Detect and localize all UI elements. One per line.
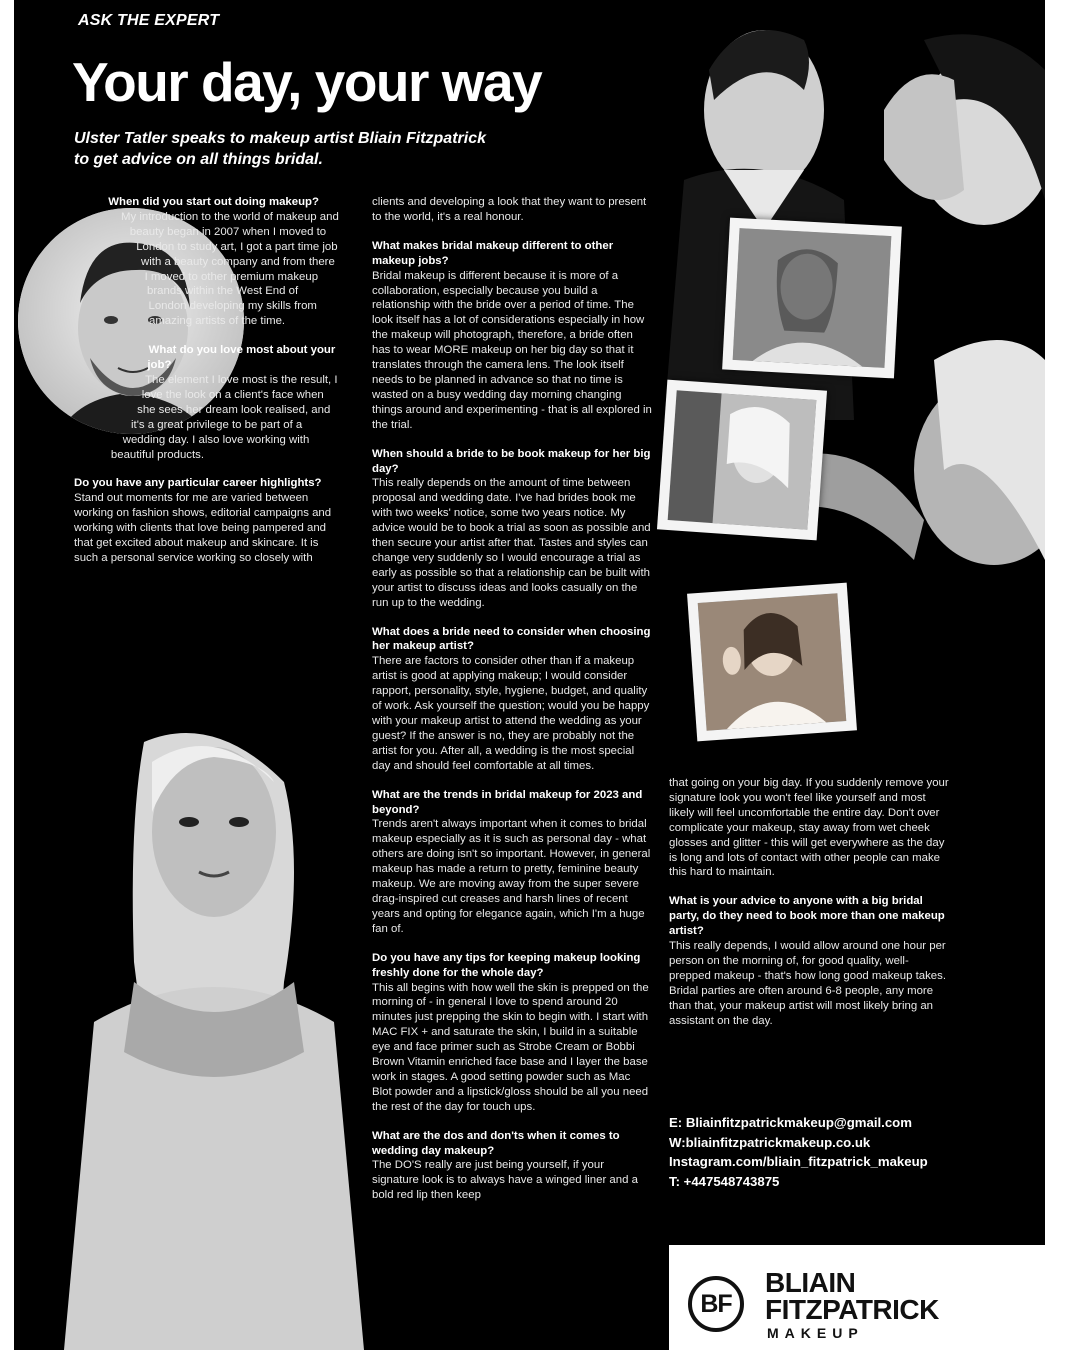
magazine-page (14, 0, 1045, 1350)
answer-highlights: Stand out moments for me are varied between working on fashion shows, editorial campaigns and working with clients that love being pampered and that get excited about makeup and skincare. It is such a personal service working so closely with (74, 492, 332, 564)
answer-love-job: The element I love most is the result, I love the look on a client's face when she sees her dream look realised, and it's a great privilege to be part of a wedding day. I also love working with beautiful products. (110, 373, 338, 461)
question-bridal-different: What makes bridal makeup different to other makeup jobs? (372, 239, 614, 267)
logo-subtitle: MAKEUP (767, 1325, 864, 1341)
question-choose-artist: What does a bride need to consider when choosing her makeup artist? (372, 625, 651, 653)
answer-choose-artist: There are factors to consider other than if a makeup artist is good at applying makeup; I would consider rapport, personality, style, hygiene, budget, and quality of work. Ask yourself the question; would you be happy with your makeup artist to attend the wedding as your guest? If the answer is no, they are probably not the artist for you. After all, a wedding is the most special day and should feel comfortable at all times. (372, 655, 650, 772)
standfirst-line-1: Ulster Tatler speaks to makeup artist Bliain Fitzpatrick (74, 130, 486, 147)
question-highlights: Do you have any particular career highlights? (74, 477, 322, 490)
bride-photo (34, 722, 394, 1350)
contact-email: E: Bliainfitzpatrickmakeup@gmail.com (669, 1115, 912, 1130)
answer-trends: Trends aren't always important when it comes to bridal makeup especially as it is such as personal day - what others are doing isn't so important. However, in general makeup has made a return to pretty, feminine beauty makeup. We are moving away from the super severe drag-inspired cut creases and harsh lines of recent years and opting for elegance again, which I'm a huge fan of. (372, 818, 651, 935)
question-start: When did you start out doing makeup? (108, 196, 319, 208)
polaroid-photo-3 (687, 583, 857, 742)
standfirst-line-2: to get advice on all things bridal. (74, 151, 323, 168)
polaroid-photo-2 (657, 380, 827, 541)
question-bridal-party: What is your advice to anyone with a big bridal party, do they need to book more than one makeup artist? (669, 895, 945, 938)
article-column-3 (669, 776, 949, 1029)
standfirst (74, 128, 554, 170)
answer-bridal-different: Bridal makeup is different because it is more of a collaboration, especially because you build a relationship with the bride over a period of time. The look itself has a lot of considerations especially in how the makeup will photograph, therefore, a bride often has to wear MORE makeup on her big day so that it translates through the camera lens. The look itself needs to be planned in advance so that no time is wasted on a busy wedding day morning changing things around and experimenting - that is all explored in the trial. (372, 269, 652, 431)
question-love-job: What do you love most about your job? (147, 344, 336, 372)
contact-details (669, 1113, 928, 1191)
logo-name (765, 1269, 939, 1323)
answer-bridal-party: This really depends, I would allow around one hour per person on the morning of, for good quality, well-prepped makeup - that's how long good makeup takes. Bridal parties are often around 6-8 people, any more than that, your makeup artist will most likely bring an assistant on the day. (669, 940, 946, 1027)
answer-when-book: This really depends on the amount of time between proposal and wedding date. I've had brides book me with two weeks' notice, some two years notice. My advice would be to book a trial as soon as possible and then secure your artist after that. Tastes and styles can change very suddenly so I would encourage a trial as early as possible so that a relationship can be built with your artist to discuss ideas and looks casually on the run up to the wedding. (372, 477, 651, 609)
answer-dos-donts: The DO'S really are just being yourself, if your signature look is to always have a winged liner and a bold red lip then keep (372, 1159, 638, 1202)
question-tips: Do you have any tips for keeping makeup looking freshly done for the whole day? (372, 951, 641, 979)
answer-honour: clients and developing a look that they want to present to the world, it's a real honour. (372, 196, 647, 223)
logo-name-line-1: BLIAIN (765, 1267, 856, 1298)
question-when-book: When should a bride to be book makeup for her big day? (372, 447, 651, 475)
answer-tips: This all begins with how well the skin is prepped on the morning of - in general I love to spend around 20 minutes just prepping the skin to begin with. I start with MAC FIX + and saturate the skin, I build in a suitable eye and face primer such as Strobe Cream or Bobbi Brown Vitamin enriched face base and I layer the base work in stages. A good setting powder such as Mac Blot powder and a lipstick/gloss should be all you need the rest of the day for touch ups. (372, 981, 649, 1113)
polaroid-photo-1 (722, 218, 902, 379)
contact-phone: T: +447548743875 (669, 1173, 780, 1189)
brand-logo (669, 1245, 1045, 1350)
question-trends: What are the trends in bridal makeup for 2023 and beyond? (372, 788, 643, 816)
contact-instagram: Instagram.com/bliain_fitzpatrick_makeup (669, 1154, 928, 1169)
answer-signature-look: that going on your big day. If you suddenly remove your signature look you won't feel like yourself and most likely will feel uncomfortable the entire day. Don't over complicate your makeup, stay away from wet cheek glosses and glitter - this will get everywhere as the day is long and lots of contact with other people can make this hard to maintain. (669, 777, 949, 879)
answer-start: My introduction to the world of makeup and beauty began in 2007 when I moved to London to study art, I got a part time job with a beauty company and from there I moved to other premium makeup brands within the West End of London developing my skills from amazing artists of the time. (121, 210, 339, 328)
section-kicker: ASK THE EXPERT (78, 12, 220, 29)
headline: Your day, your way (72, 51, 542, 113)
article-column-1 (74, 195, 339, 566)
logo-monogram: BF (688, 1276, 744, 1332)
question-dos-donts: What are the dos and don'ts when it comes to wedding day makeup? (372, 1129, 620, 1157)
logo-name-line-2: FITZPATRICK (765, 1294, 939, 1325)
article-column-2 (372, 195, 652, 1203)
contact-website: W:bliainfitzpatrickmakeup.co.uk (669, 1134, 871, 1150)
